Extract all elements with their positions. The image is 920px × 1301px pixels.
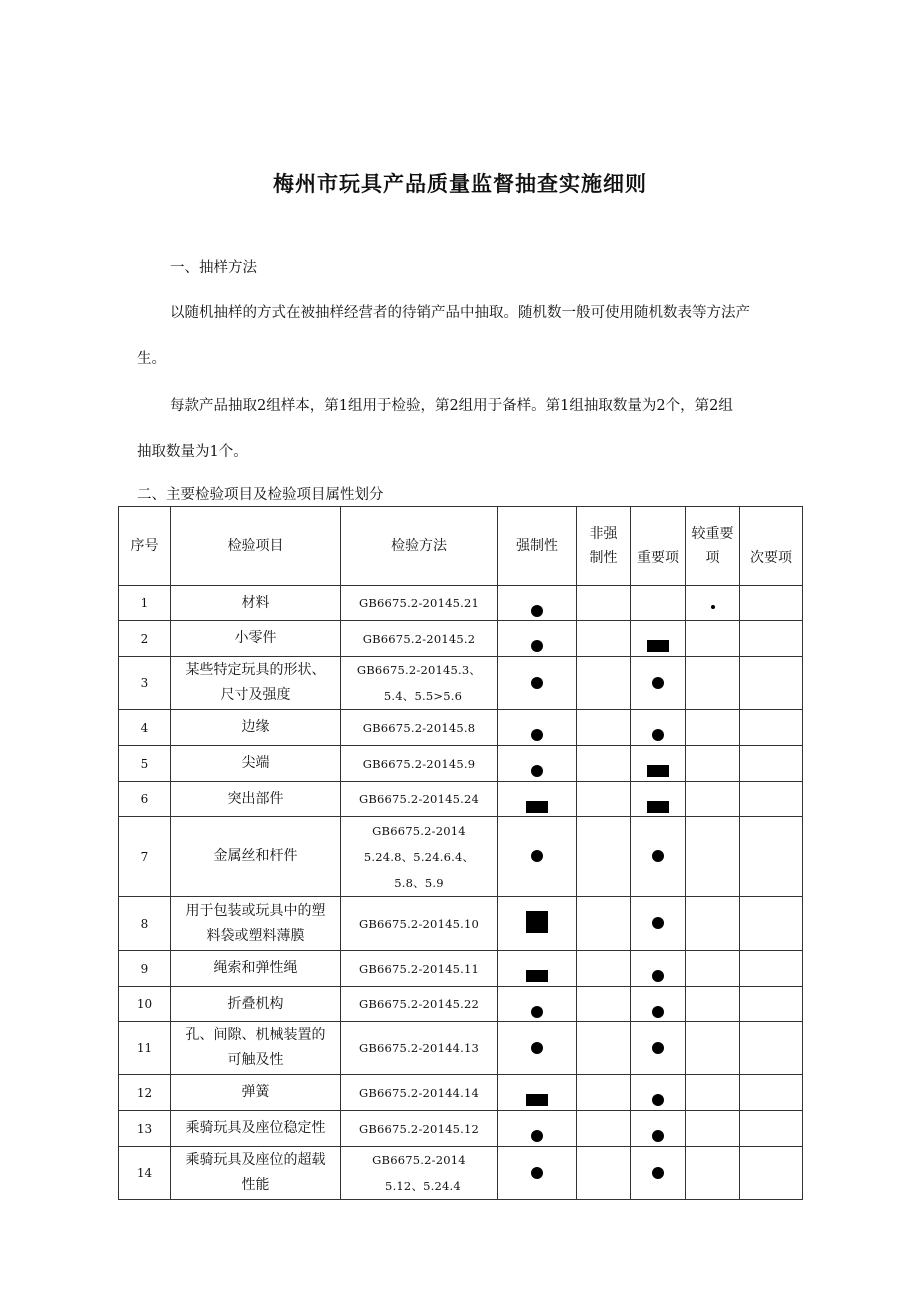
- header-moderate: [686, 507, 740, 586]
- cell-nonmandatory: [577, 987, 631, 1022]
- cell-important: [631, 746, 686, 782]
- cell-mandatory: [498, 1111, 577, 1147]
- cell-important: [631, 1022, 686, 1075]
- cell-minor: [740, 951, 803, 987]
- cell-important: [631, 1147, 686, 1200]
- cell-moderate: [686, 782, 740, 817]
- square-marker-icon: [526, 970, 548, 982]
- cell-minor: [740, 621, 803, 657]
- header-mandatory: 强制性: [498, 507, 577, 586]
- cell-moderate: [686, 897, 740, 951]
- cell-minor: [740, 897, 803, 951]
- square-marker-icon: [647, 640, 669, 652]
- big-square-marker-icon: [526, 911, 548, 933]
- cell-important: [631, 817, 686, 897]
- cell-item-line: 料袋或塑料薄膜: [206, 927, 305, 944]
- cell-method-line: GB6675.2-20145.21: [358, 596, 480, 610]
- cell-no: 12: [119, 1075, 171, 1111]
- dot-marker-icon: [652, 1167, 664, 1179]
- cell-item-line: 小零件: [234, 630, 277, 646]
- dot-marker-icon: [652, 1042, 664, 1054]
- cell-item-line: 材料: [241, 594, 270, 611]
- cell-minor: [740, 746, 803, 782]
- cell-method: [341, 951, 498, 987]
- cell-mandatory: [498, 621, 577, 657]
- cell-method: [341, 710, 498, 746]
- cell-mandatory: [498, 987, 577, 1022]
- cell-moderate: [686, 746, 740, 782]
- table-row: [119, 1111, 803, 1147]
- cell-item-line: 可触及性: [227, 1052, 284, 1068]
- small-dot-marker-icon: [711, 605, 715, 609]
- cell-nonmandatory: [577, 1111, 631, 1147]
- header-method: 检验方法: [341, 507, 498, 586]
- cell-no: 14: [119, 1147, 171, 1200]
- cell-no: 9: [119, 951, 171, 987]
- cell-mandatory: [498, 746, 577, 782]
- cell-important: [631, 951, 686, 987]
- cell-nonmandatory: [577, 746, 631, 782]
- table-row: [119, 897, 803, 951]
- cell-item-line: 乘骑玩具及座位稳定性: [185, 1120, 326, 1136]
- cell-nonmandatory: [577, 951, 631, 987]
- cell-item: [171, 621, 341, 657]
- dot-marker-icon: [531, 640, 543, 652]
- cell-no: 8: [119, 897, 171, 951]
- cell-mandatory: [498, 586, 577, 621]
- header-no: 序号: [119, 507, 171, 586]
- cell-no: 2: [119, 621, 171, 657]
- cell-minor: [740, 1147, 803, 1200]
- cell-moderate: [686, 987, 740, 1022]
- cell-no: 11: [119, 1022, 171, 1075]
- cell-item-line: 用于包装或玩具中的塑: [185, 902, 326, 919]
- cell-method-line: 5.4、5.5>5.6: [383, 689, 463, 703]
- cell-no: 5: [119, 746, 171, 782]
- square-marker-icon: [526, 801, 548, 813]
- dot-marker-icon: [652, 677, 664, 689]
- dot-marker-icon: [531, 1167, 543, 1179]
- cell-nonmandatory: [577, 1075, 631, 1111]
- cell-method: [341, 987, 498, 1022]
- cell-important: [631, 987, 686, 1022]
- dot-marker-icon: [531, 729, 543, 741]
- table-body: [119, 586, 803, 1200]
- cell-minor: [740, 586, 803, 621]
- section-heading-items: 二、主要检验项目及检验项目属性划分: [137, 487, 384, 503]
- square-marker-icon: [647, 765, 669, 777]
- cell-nonmandatory: [577, 817, 631, 897]
- cell-item: [171, 1075, 341, 1111]
- header-moderate-line1: 较重要: [691, 526, 734, 542]
- cell-mandatory: [498, 951, 577, 987]
- cell-item: [171, 710, 341, 746]
- cell-method-line: GB6675.2-20145.24: [358, 792, 480, 806]
- cell-mandatory: [498, 782, 577, 817]
- cell-item-line: 某些特定玩具的形状、: [185, 662, 326, 678]
- cell-item-line: 孔、间隙、机械装置的: [185, 1027, 326, 1043]
- dot-marker-icon: [652, 1006, 664, 1018]
- cell-minor: [740, 1022, 803, 1075]
- table-row: [119, 586, 803, 621]
- header-moderate-line2: 项: [705, 550, 720, 566]
- cell-method-line: GB6675.2-2014: [372, 1153, 466, 1167]
- table-row: [119, 1147, 803, 1200]
- cell-important: [631, 710, 686, 746]
- cell-method: [341, 1111, 498, 1147]
- cell-item-line: 金属丝和杆件: [213, 848, 298, 864]
- dot-marker-icon: [652, 1130, 664, 1142]
- header-nonmandatory-line2: 制性: [589, 550, 618, 566]
- cell-item-line: 折叠机构: [227, 995, 284, 1012]
- cell-nonmandatory: [577, 621, 631, 657]
- table-row: [119, 782, 803, 817]
- cell-method-line: GB6675.2-20144.13: [358, 1041, 480, 1055]
- header-item: 检验项目: [171, 507, 341, 586]
- cell-moderate: [686, 1147, 740, 1200]
- table-row: [119, 1022, 803, 1075]
- dot-marker-icon: [531, 765, 543, 777]
- cell-minor: [740, 1111, 803, 1147]
- cell-important: [631, 1075, 686, 1111]
- cell-item: [171, 1147, 341, 1200]
- cell-method: [341, 897, 498, 951]
- cell-method: [341, 621, 498, 657]
- cell-nonmandatory: [577, 1022, 631, 1075]
- cell-nonmandatory: [577, 710, 631, 746]
- document-title: 梅州市玩具产品质量监督抽查实施细则: [273, 172, 647, 196]
- cell-no: 4: [119, 710, 171, 746]
- cell-minor: [740, 657, 803, 710]
- cell-nonmandatory: [577, 897, 631, 951]
- cell-important: [631, 657, 686, 710]
- square-marker-icon: [526, 1094, 548, 1106]
- cell-mandatory: [498, 817, 577, 897]
- cell-item: [171, 586, 341, 621]
- inspection-items-table: [118, 506, 803, 1200]
- cell-method-line: GB6675.2-20145.10: [358, 916, 480, 931]
- table-row: [119, 987, 803, 1022]
- cell-mandatory: [498, 657, 577, 710]
- cell-method: [341, 657, 498, 710]
- cell-item: [171, 987, 341, 1022]
- table-row: [119, 746, 803, 782]
- square-marker-icon: [647, 801, 669, 813]
- cell-minor: [740, 817, 803, 897]
- cell-method-line: GB6675.2-20145.22: [358, 997, 480, 1011]
- cell-mandatory: [498, 1022, 577, 1075]
- cell-moderate: [686, 1022, 740, 1075]
- table-row: [119, 621, 803, 657]
- header-important: 重要项: [631, 507, 686, 586]
- cell-item-line: 性能: [241, 1177, 270, 1193]
- cell-mandatory: [498, 1147, 577, 1200]
- cell-important: [631, 897, 686, 951]
- cell-mandatory: [498, 1075, 577, 1111]
- table-row: [119, 817, 803, 897]
- cell-item-line: 尖端: [241, 755, 270, 771]
- dot-marker-icon: [531, 1130, 543, 1142]
- cell-method-line: GB6675.2-20145.12: [358, 1121, 480, 1136]
- cell-method: [341, 782, 498, 817]
- cell-no: 10: [119, 987, 171, 1022]
- cell-item-line: 边缘: [241, 719, 270, 735]
- cell-item-line: 尺寸及强度: [220, 687, 291, 703]
- cell-item: [171, 951, 341, 987]
- table-row: [119, 951, 803, 987]
- cell-method-line: 5.24.8、5.24.6.4、: [363, 849, 475, 864]
- cell-nonmandatory: [577, 657, 631, 710]
- header-nonmandatory: [577, 507, 631, 586]
- cell-item: [171, 746, 341, 782]
- cell-item-line: 绳索和弹性绳: [213, 960, 298, 976]
- dot-marker-icon: [531, 1006, 543, 1018]
- cell-method-line: GB6675.2-20145.8: [362, 720, 476, 735]
- cell-item: [171, 897, 341, 951]
- cell-mandatory: [498, 710, 577, 746]
- dot-marker-icon: [652, 1094, 664, 1106]
- cell-moderate: [686, 657, 740, 710]
- cell-important: [631, 782, 686, 817]
- cell-item: [171, 782, 341, 817]
- cell-method: [341, 586, 498, 621]
- cell-item: [171, 817, 341, 897]
- dot-marker-icon: [531, 1042, 543, 1054]
- cell-method: [341, 817, 498, 897]
- cell-nonmandatory: [577, 586, 631, 621]
- cell-method: [341, 1075, 498, 1111]
- cell-item-line: 弹簧: [241, 1084, 270, 1100]
- cell-method-line: GB6675.2-2014: [372, 823, 466, 838]
- cell-item-line: 乘骑玩具及座位的超载: [185, 1152, 326, 1168]
- dot-marker-icon: [531, 677, 543, 689]
- cell-moderate: [686, 1111, 740, 1147]
- cell-moderate: [686, 586, 740, 621]
- cell-no: 6: [119, 782, 171, 817]
- dot-marker-icon: [652, 970, 664, 982]
- cell-method: [341, 1147, 498, 1200]
- dot-marker-icon: [652, 850, 664, 862]
- dot-marker-icon: [652, 729, 664, 741]
- cell-important: [631, 586, 686, 621]
- cell-method: [341, 746, 498, 782]
- cell-method-line: GB6675.2-20144.14: [358, 1085, 480, 1100]
- paragraph-sampling-line2: 生。: [137, 351, 166, 367]
- cell-nonmandatory: [577, 782, 631, 817]
- cell-item: [171, 1111, 341, 1147]
- cell-moderate: [686, 621, 740, 657]
- table-row: [119, 710, 803, 746]
- cell-minor: [740, 987, 803, 1022]
- cell-item: [171, 657, 341, 710]
- paragraph-quantity-line1: 每款产品抽取2组样本，第1组用于检验，第2组用于备样。第1组抽取数量为2个，第2组: [170, 398, 733, 414]
- section-heading-sampling: 一、抽样方法: [170, 260, 257, 276]
- table-row: [119, 1075, 803, 1111]
- cell-moderate: [686, 710, 740, 746]
- cell-method: [341, 1022, 498, 1075]
- cell-important: [631, 1111, 686, 1147]
- cell-method-line: 5.8、5.9: [394, 875, 444, 890]
- cell-no: 3: [119, 657, 171, 710]
- cell-minor: [740, 1075, 803, 1111]
- cell-method-line: GB6675.2-20145.3、: [356, 663, 482, 677]
- header-nonmandatory-line1: 非强: [589, 526, 618, 542]
- cell-important: [631, 621, 686, 657]
- cell-moderate: [686, 1075, 740, 1111]
- cell-minor: [740, 782, 803, 817]
- cell-mandatory: [498, 897, 577, 951]
- cell-item-line: 突出部件: [227, 790, 284, 807]
- paragraph-sampling-line1: 以随机抽样的方式在被抽样经营者的待销产品中抽取。随机数一般可使用随机数表等方法产: [170, 305, 750, 321]
- cell-method-line: GB6675.2-20145.2: [362, 631, 476, 646]
- cell-item: [171, 1022, 341, 1075]
- cell-no: 13: [119, 1111, 171, 1147]
- table-header-row: [119, 507, 803, 586]
- cell-moderate: [686, 951, 740, 987]
- table-row: [119, 657, 803, 710]
- header-minor: 次要项: [740, 507, 803, 586]
- cell-method-line: GB6675.2-20145.9: [362, 756, 476, 771]
- dot-marker-icon: [531, 605, 543, 617]
- cell-no: 7: [119, 817, 171, 897]
- cell-method-line: GB6675.2-20145.11: [358, 961, 480, 976]
- dot-marker-icon: [652, 917, 664, 929]
- dot-marker-icon: [531, 850, 543, 862]
- cell-moderate: [686, 817, 740, 897]
- cell-minor: [740, 710, 803, 746]
- paragraph-quantity-line2: 抽取数量为1个。: [137, 444, 248, 460]
- cell-nonmandatory: [577, 1147, 631, 1200]
- cell-method-line: 5.12、5.24.4: [385, 1179, 461, 1193]
- cell-no: 1: [119, 586, 171, 621]
